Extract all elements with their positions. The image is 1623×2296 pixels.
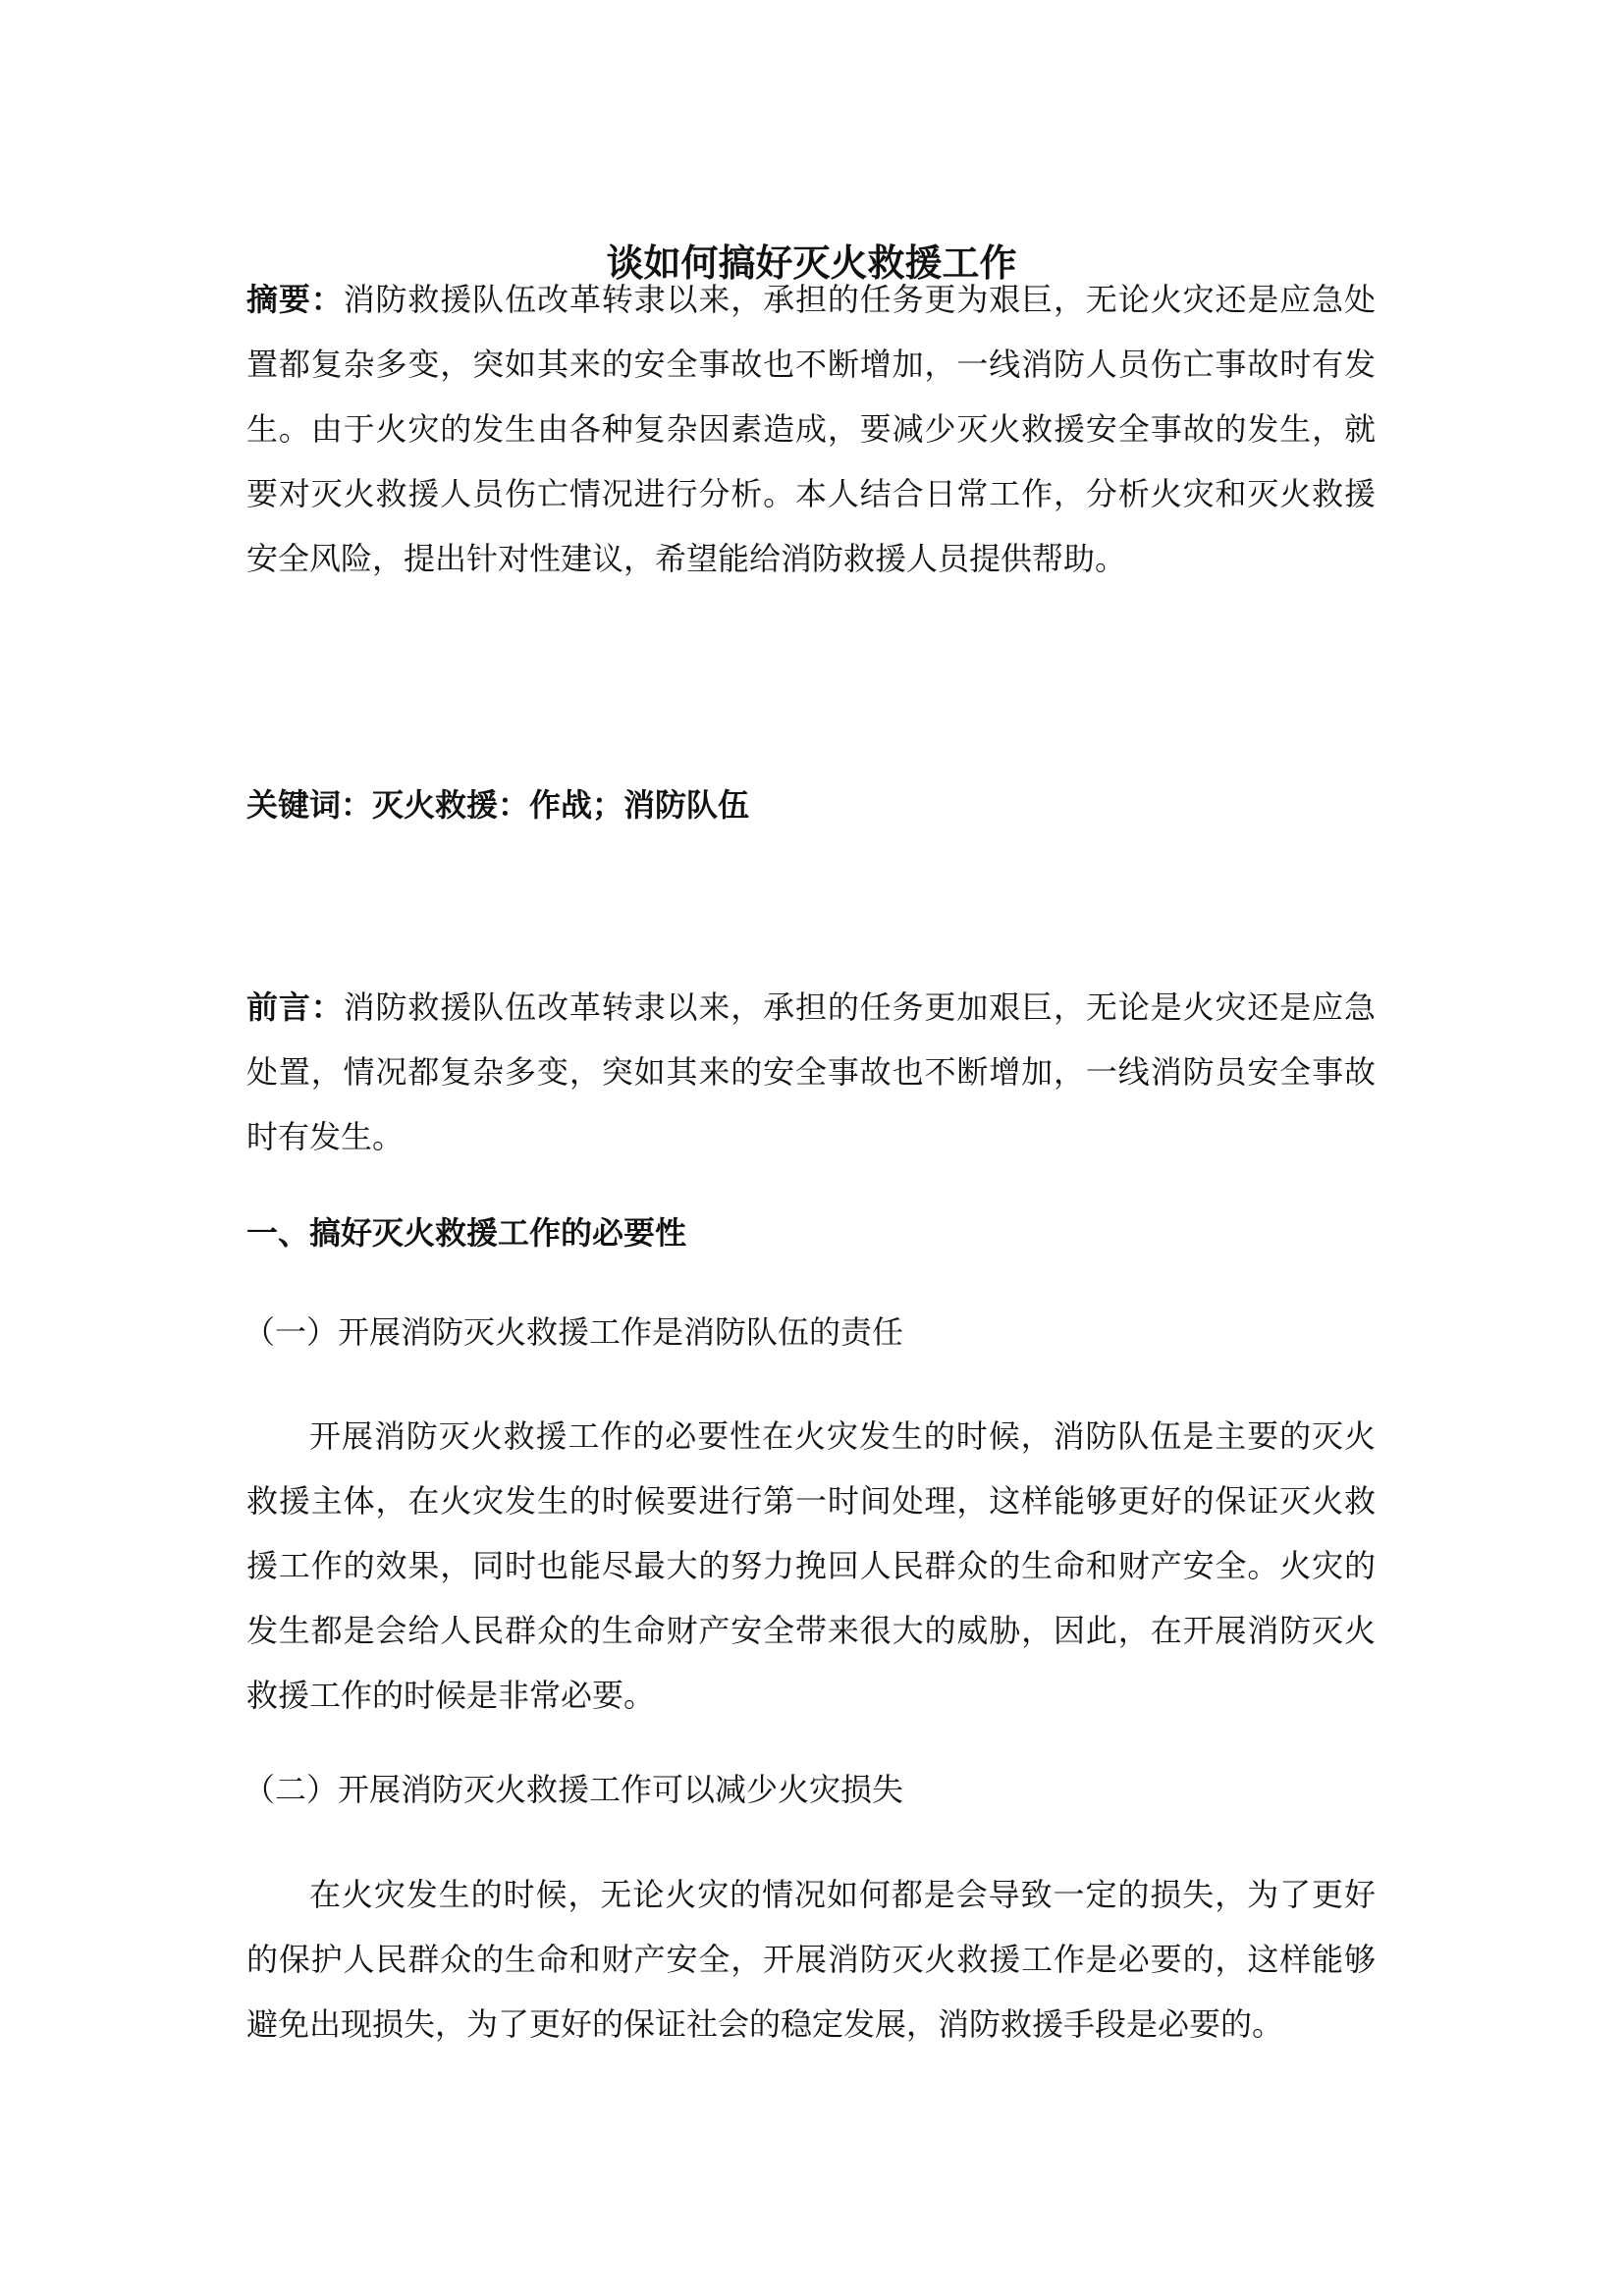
abstract-paragraph: [246, 267, 1376, 591]
preface-label: 前言：: [246, 988, 344, 1026]
page-title: 谈如何搞好灭火救援工作: [606, 241, 1017, 285]
abstract-text: 消防救援队伍改革转隶以来，承担的任务更为艰巨，无论火灾还是应急处置都复杂多变，突如其来的安全事故也不断增加，一线消防人员伤亡事故时有发生。由于火灾的发生由各种复杂因素造成，要减少灭火救援安全事故的发生，就要对灭火救援人员伤亡情况进行分析。本人结合日常工作，分析火灾和灭火救援安全风险，提出针对性建议，希望能给消防救援人员提供帮助。: [246, 281, 1376, 577]
keywords-text: 灭火救援：作战；消防队伍: [372, 786, 750, 824]
keywords-label: 关键词：: [246, 786, 373, 824]
subsection-body-1: 开展消防灭火救援工作的必要性在火灾发生的时候，消防队伍是主要的灭火救援主体，在火灾发生的时候要进行第一时间处理，这样能够更好的保证灭火救援工作的效果，同时也能尽最大的努力挽回人民群众的生命和财产安全。火灾的发生都是会给人民群众的生命财产安全带来很大的威胁，因此，在开展消防灭火救援工作的时候是非常必要。: [246, 1417, 1376, 1714]
preface-paragraph: [246, 975, 1376, 1169]
subsection-heading-1: （一）开展消防灭火救援工作是消防队伍的责任: [243, 1313, 904, 1351]
keywords-line: [246, 773, 1376, 837]
preface-text: 消防救援队伍改革转隶以来，承担的任务更加艰巨，无论是火灾还是应急处置，情况都复杂多变，突如其来的安全事故也不断增加，一线消防员安全事故时有发生。: [246, 988, 1376, 1155]
subsection-heading-2: （二）开展消防灭火救援工作可以减少火灾损失: [243, 1771, 904, 1808]
section-heading-1: 一、搞好灭火救援工作的必要性: [246, 1214, 687, 1252]
abstract-label: 摘要：: [246, 281, 344, 318]
subsection-body-2: 在火灾发生的时候，无论火灾的情况如何都是会导致一定的损失，为了更好的保护人民群众的生命和财产安全，开展消防灭火救援工作是必要的，这样能够避免出现损失，为了更好的保证社会的稳定发展，消防救援手段是必要的。: [246, 1876, 1376, 2043]
